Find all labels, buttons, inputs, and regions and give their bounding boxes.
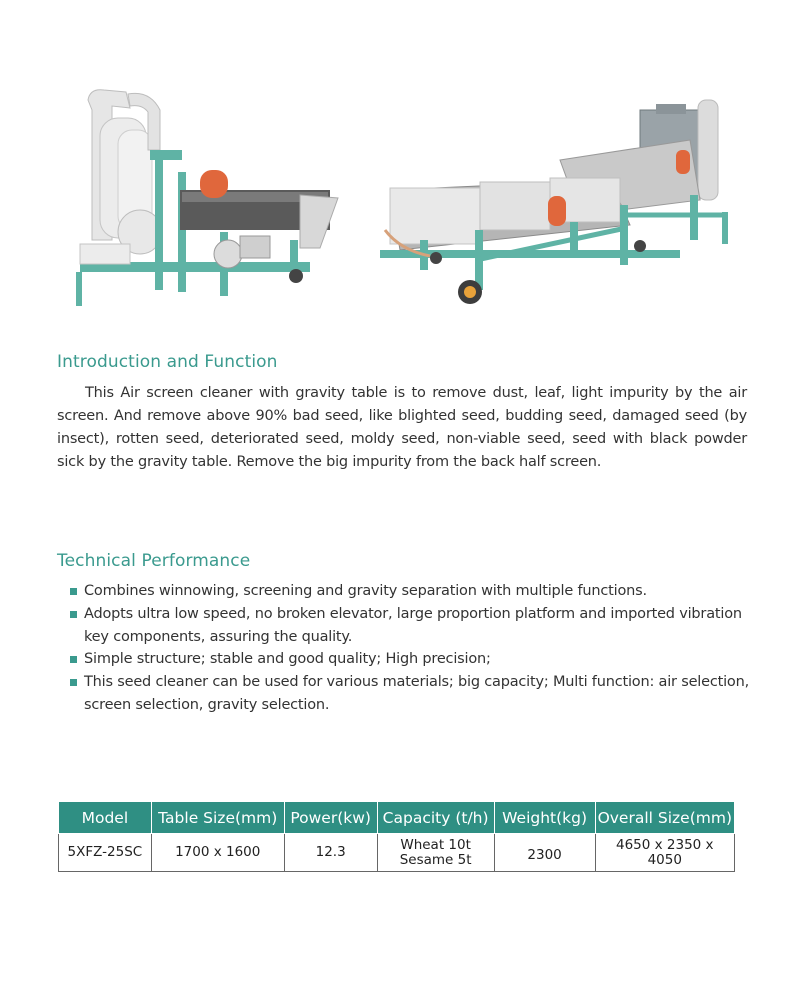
tech-item: This seed cleaner can be used for various materials; big capacity; Multi function: air selection, screen selection, gravity selection. xyxy=(70,671,750,717)
cell-overall-size: 4650 x 2350 x 4050 xyxy=(595,834,734,872)
capacity-wheat: Wheat 10t xyxy=(400,836,471,853)
header-power: Power(kw) xyxy=(284,802,377,834)
intro-paragraph xyxy=(57,382,747,474)
intro-text: This Air screen cleaner with gravity table is to remove dust, leaf, light impurity by the air screen. And remove above 90% bad seed, like blighted seed, budding seed, damaged seed (by insect), rotten seed, deteriorated seed, moldy seed, non-viable seed, seed with black powder sick by the gravity table. Remove the big impurity from the back half screen. xyxy=(57,385,747,470)
right-machine-image xyxy=(380,100,728,304)
cell-power: 12.3 xyxy=(284,834,377,872)
tech-item: Simple structure; stable and good quality; High precision; xyxy=(70,648,750,671)
header-capacity: Capacity (t/h) xyxy=(377,802,494,834)
header-table-size: Table Size(mm) xyxy=(151,802,284,834)
tech-item: Combines winnowing, screening and gravity separation with multiple functions. xyxy=(70,580,750,603)
intro-heading: Introduction and Function xyxy=(57,352,278,372)
header-overall-size: Overall Size(mm) xyxy=(595,802,734,834)
tech-list xyxy=(70,580,750,717)
header-model: Model xyxy=(59,802,152,834)
capacity-sesame: Sesame 5t xyxy=(399,851,472,868)
bullet-square-icon xyxy=(70,588,77,595)
bullet-square-icon xyxy=(70,656,77,663)
cell-model: 5XFZ-25SC xyxy=(59,834,152,872)
bullet-square-icon xyxy=(70,679,77,686)
spec-table xyxy=(58,801,735,872)
machine-photos xyxy=(0,0,800,330)
spec-table-header-row xyxy=(59,802,735,834)
left-machine-image xyxy=(76,90,338,306)
table-row xyxy=(59,834,735,872)
bullet-square-icon xyxy=(70,611,77,618)
header-weight: Weight(kg) xyxy=(494,802,595,834)
tech-item: Adopts ultra low speed, no broken elevator, large proportion platform and imported vibration key components, assuring the quality. xyxy=(70,603,750,649)
cell-capacity xyxy=(377,834,494,872)
tech-heading: Technical Performance xyxy=(57,551,251,571)
cell-table-size: 1700 x 1600 xyxy=(151,834,284,872)
cell-weight: 2300 xyxy=(494,834,595,872)
